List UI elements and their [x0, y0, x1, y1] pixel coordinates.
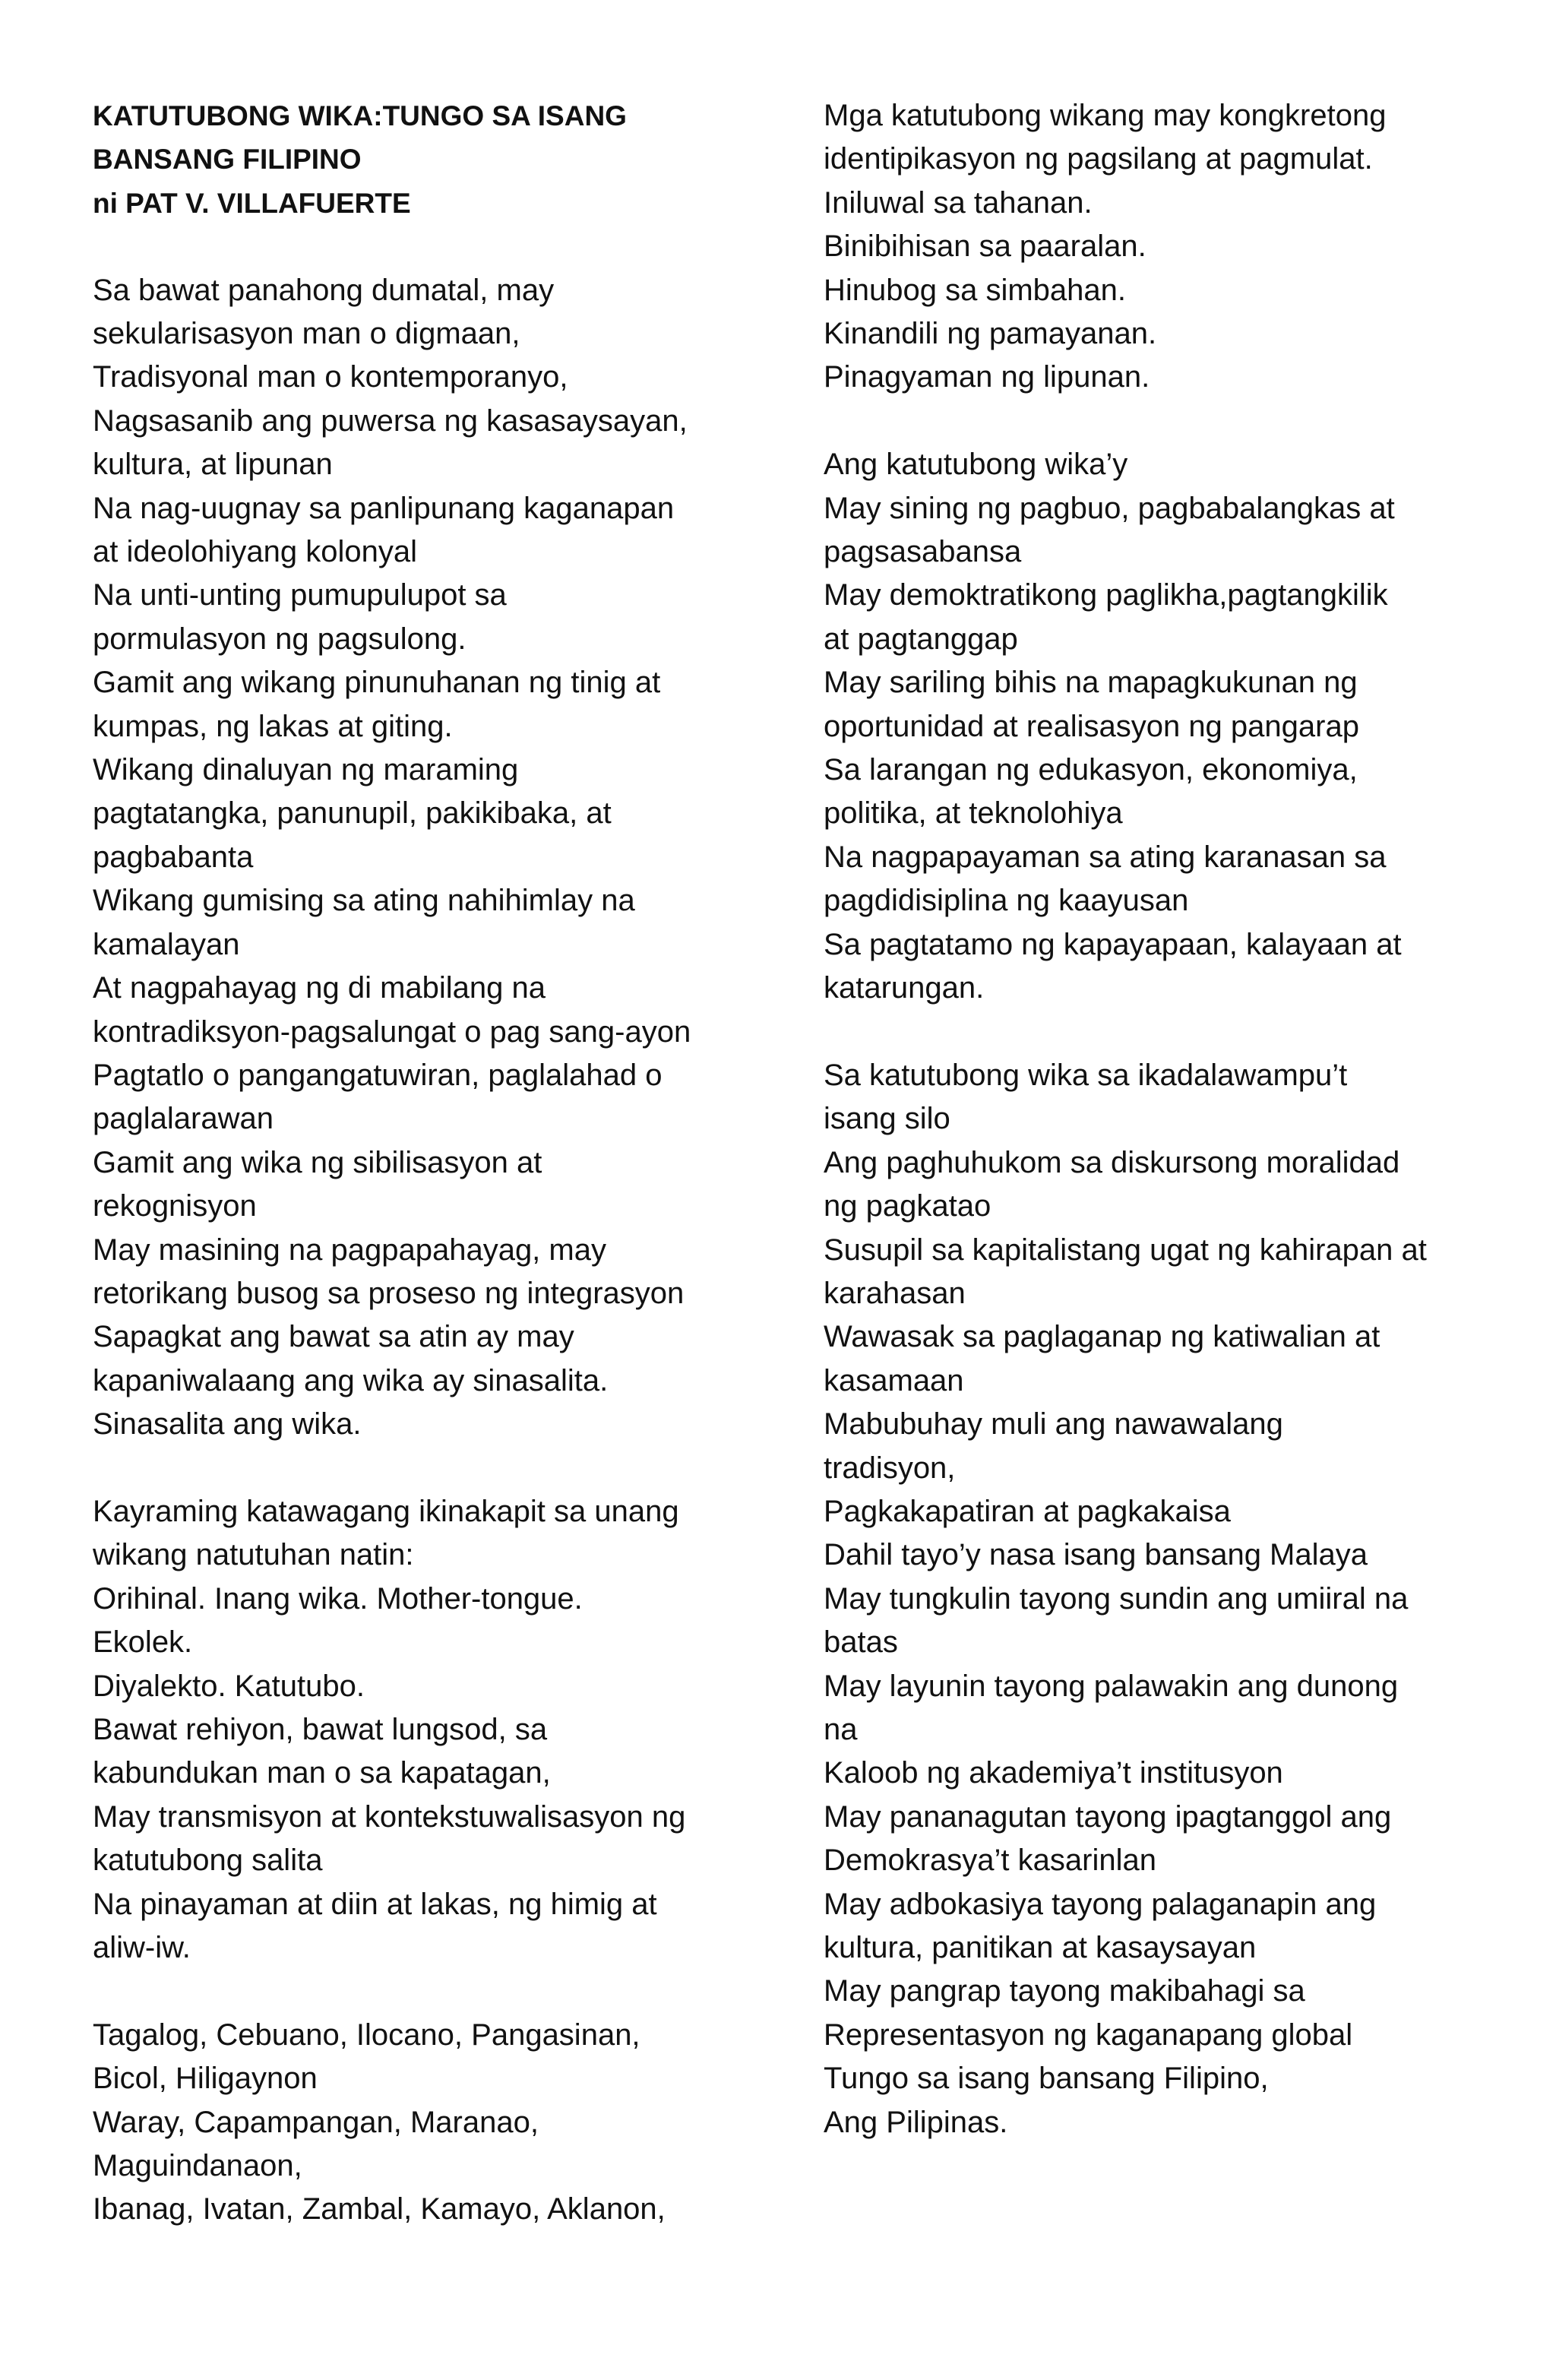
poem-line: at ideolohiyang kolonyal [93, 535, 417, 569]
poem-line: Sa katutubong wika sa ikadalawampu’t [824, 1058, 1348, 1092]
poem-line: Mga katutubong wikang may kongkretong [824, 99, 1387, 132]
poem-line: May demoktratikong paglikha,pagtangkilik [824, 578, 1388, 612]
poem-line: Na nagpapayaman sa ating karanasan sa [824, 840, 1387, 874]
poem-line: Demokrasya’t kasarinlan [824, 1844, 1156, 1878]
poem-line: Wawasak sa paglaganap ng katiwalian at [824, 1320, 1380, 1354]
poem-line: Kayraming katawagang ikinakapit sa unang [93, 1494, 679, 1528]
poem-line: Mabubuhay muli ang nawawalang [824, 1407, 1283, 1442]
poem-line: Ibanag, Ivatan, Zambal, Kamayo, Aklanon, [93, 2192, 666, 2227]
poem-line: Wikang gumising sa ating nahihimlay na [93, 884, 635, 918]
poem-line: May layunin tayong palawakin ang dunong [824, 1669, 1399, 1703]
poem-line: Iniluwal sa tahanan. [824, 185, 1093, 220]
stanza [93, 2014, 761, 2232]
poem-line: kultura, panitikan at kasaysayan [824, 1931, 1257, 1965]
poem-line: Ang Pilipinas. [824, 2105, 1008, 2139]
poem-line: tradisyon, [824, 1451, 956, 1485]
poem-line: Sa bawat panahong dumatal, may [93, 273, 555, 307]
left-stanzas [93, 269, 761, 2232]
poem-line: kultura, at lipunan [93, 448, 333, 482]
poem-line: May adbokasiya tayong palaganapin ang [824, 1887, 1377, 1921]
poem-line: Tagalog, Cebuano, Ilocano, Pangasinan, [93, 2018, 640, 2052]
poem-line: Tradisyonal man o kontemporanyo, [93, 360, 568, 394]
poem-line: Bawat rehiyon, bawat lungsod, sa [93, 1713, 548, 1746]
poem-line: Gamit ang wika ng sibilisasyon at [93, 1145, 542, 1179]
poem-line: paglalarawan [93, 1102, 274, 1136]
poem-line: Dahil tayo’y nasa isang bansang Malaya [824, 1538, 1368, 1572]
poem-line: Na unti-unting pumupulupot sa [93, 578, 507, 612]
poem-title-line: BANSANG FILIPINO [93, 144, 362, 176]
poem-line: batas [824, 1625, 898, 1660]
poem-line: Kinandili ng pamayanan. [824, 317, 1157, 351]
poem-line: Gamit ang wikang pinunuhanan ng tinig at [93, 666, 661, 700]
poem-line: Susupil sa kapitalistang ugat ng kahirapan at [824, 1233, 1427, 1267]
poem-line: pagsasabansa [824, 535, 1022, 569]
poem-line: katutubong salita [93, 1844, 323, 1878]
stanza [824, 1054, 1477, 2144]
poem-title [93, 94, 761, 225]
poem-line: politika, at teknolohiya [824, 796, 1123, 831]
poem-line: pagtatangka, panunupil, pakikibaka, at [93, 796, 612, 831]
poem-line: wikang natutuhan natin: [93, 1538, 414, 1572]
poem-line: Sa larangan ng edukasyon, ekonomiya, [824, 753, 1358, 787]
poem-line: oportunidad at realisasyon ng pangarap [824, 709, 1359, 743]
poem-line: Pagkakapatiran at pagkakaisa [824, 1494, 1231, 1528]
poem-line: Binibihisan sa paaralan. [824, 229, 1146, 264]
poem-line: Ekolek. [93, 1625, 193, 1660]
poem-line: kasamaan [824, 1363, 964, 1397]
poem-line: Ang paghuhukom sa diskursong moralidad [824, 1145, 1400, 1179]
poem-line: Ang katutubong wika’y [824, 448, 1128, 482]
poem-line: isang silo [824, 1102, 950, 1136]
poem-line: Diyalekto. Katutubo. [93, 1669, 365, 1703]
poem-line: Na pinayaman at diin at lakas, ng himig at [93, 1887, 657, 1921]
poem-line: rekognisyon [93, 1189, 257, 1223]
poem-line: Sinasalita ang wika. [93, 1407, 362, 1442]
stanza [93, 269, 761, 1447]
poem-line: May transmisyon at kontekstuwalisasyon ng [93, 1799, 686, 1834]
poem-line: Representasyon ng kaganapang global [824, 2018, 1353, 2052]
poem-line: karahasan [824, 1276, 966, 1310]
poem-author: ni PAT V. VILLAFUERTE [93, 187, 411, 219]
poem-line: kumpas, ng lakas at giting. [93, 709, 453, 743]
poem-line: Pagtatlo o pangangatuwiran, paglalahad o [93, 1058, 663, 1092]
poem-line: Maguindanaon, [93, 2149, 302, 2183]
poem-line: kontradiksyon-pagsalungat o pag sang-ayon [93, 1014, 691, 1049]
poem-line: pagbabanta [93, 840, 254, 874]
poem-line: Orihinal. Inang wika. Mother-tongue. [93, 1581, 583, 1616]
poem-line: Nagsasanib ang puwersa ng kasasaysayan, [93, 404, 688, 438]
left-column [93, 94, 761, 2232]
poem-line: May pananagutan tayong ipagtanggol ang [824, 1799, 1392, 1834]
poem-line: aliw-iw. [93, 1931, 191, 1965]
poem-line: Bicol, Hiligaynon [93, 2062, 318, 2096]
poem-line: sekularisasyon man o digmaan, [93, 317, 520, 351]
poem-line: Pinagyaman ng lipunan. [824, 360, 1150, 394]
poem-line: May masining na pagpapahayag, may [93, 1233, 606, 1267]
poem-line: May sariling bihis na mapagkukunan ng [824, 666, 1358, 700]
poem-line: kapaniwalaang ang wika ay sinasalita. [93, 1363, 609, 1397]
poem-line: Wikang dinaluyan ng maraming [93, 753, 519, 787]
poem-line: pagdidisiplina ng kaayusan [824, 884, 1189, 918]
stanza [824, 94, 1477, 400]
poem-line: kabundukan man o sa kapatagan, [93, 1756, 551, 1790]
poem-line: Sapagkat ang bawat sa atin ay may [93, 1320, 574, 1354]
poem-line: retorikang busog sa proseso ng integrasyon [93, 1276, 685, 1310]
poem-line: Na nag-uugnay sa panlipunang kaganapan [93, 491, 675, 525]
poem-line: identipikasyon ng pagsilang at pagmulat. [824, 142, 1373, 176]
poem-line: Kaloob ng akademiya’t institusyon [824, 1756, 1283, 1790]
poem-line: Sa pagtatamo ng kapayapaan, kalayaan at [824, 927, 1402, 961]
poem-line: May tungkulin tayong sundin ang umiiral na [824, 1581, 1409, 1616]
right-column [824, 94, 1477, 2144]
poem-line: na [824, 1713, 858, 1746]
poem-line: ng pagkatao [824, 1189, 991, 1223]
poem-line: pormulasyon ng pagsulong. [93, 622, 466, 656]
poem-line: May pangrap tayong makibahagi sa [824, 1974, 1305, 2008]
stanza [824, 443, 1477, 1010]
poem-line: Waray, Capampangan, Maranao, [93, 2105, 539, 2139]
poem-line: kamalayan [93, 927, 240, 961]
poem-line: at pagtanggap [824, 622, 1018, 656]
poem-title-line: KATUTUBONG WIKA:TUNGO SA ISANG [93, 100, 627, 131]
poem-line: May sining ng pagbuo, pagbabalangkas at [824, 491, 1395, 525]
poem-line: katarungan. [824, 971, 985, 1005]
stanza [93, 1490, 761, 1970]
poem-line: Hinubog sa simbahan. [824, 273, 1127, 307]
poem-line: At nagpahayag ng di mabilang na [93, 971, 546, 1005]
right-stanzas [824, 94, 1477, 2144]
poem-line: Tungo sa isang bansang Filipino, [824, 2062, 1269, 2096]
